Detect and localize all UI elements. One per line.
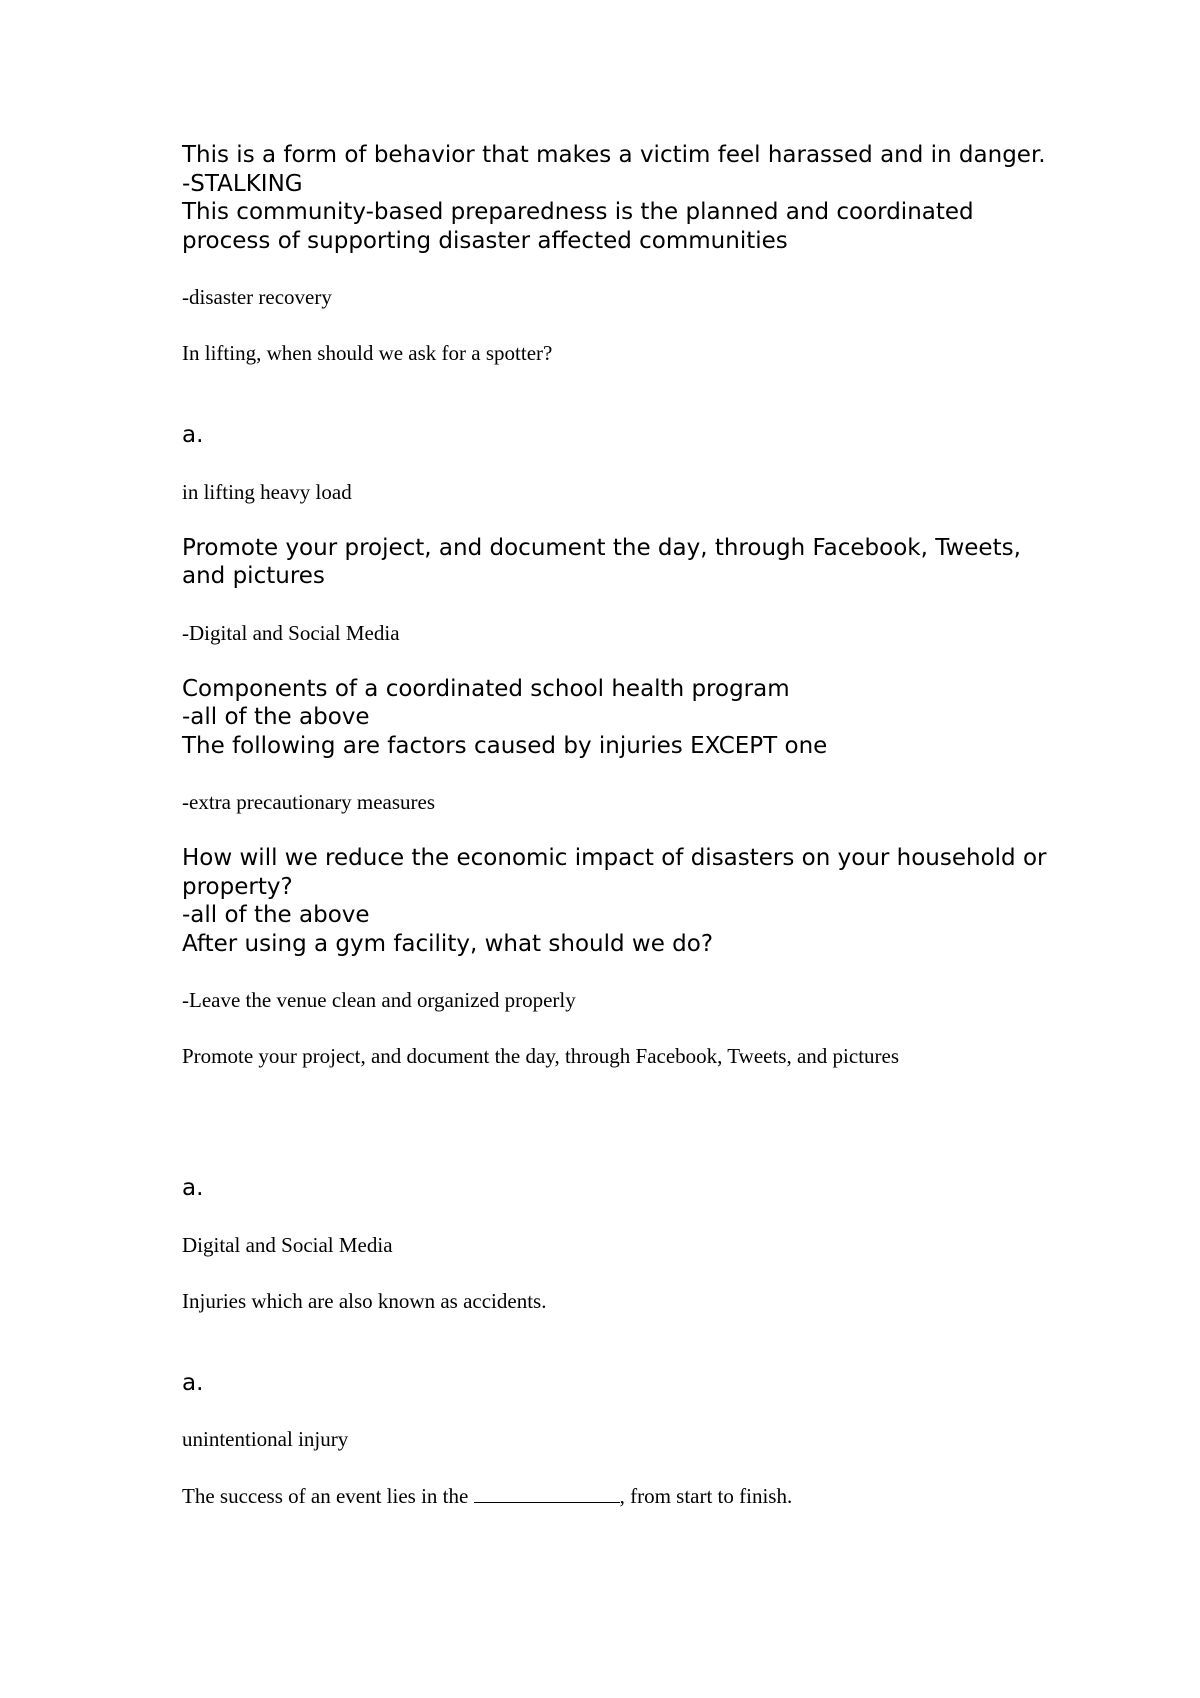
question-gym-facility: After using a gym facility, what should we do? <box>182 930 714 957</box>
answer-school-health: -all of the above <box>182 704 370 730</box>
answer-accidents: unintentional injury <box>182 1427 349 1451</box>
question-text-before-blank: The success of an event lies in the <box>182 1484 474 1508</box>
answer-spotter: in lifting heavy load <box>182 479 352 504</box>
answer-promote-project-2: Digital and Social Media <box>182 1232 393 1257</box>
question-disaster-recovery: This community-based preparedness is the planned and coordinated process of supporting disaster affected communities <box>182 199 974 254</box>
answer-injury-factors: -extra precautionary measures <box>182 790 436 814</box>
document-body <box>182 141 1062 1510</box>
question-event-success <box>182 1481 1062 1510</box>
question-stalking: This is a form of behavior that makes a victim feel harassed and in danger. <box>182 142 1046 168</box>
question-economic-impact: How will we reduce the economic impact of disasters on your household or property? <box>182 845 1047 900</box>
question-injury-factors: The following are factors caused by injuries EXCEPT one <box>182 732 828 759</box>
option-label: a. <box>182 422 204 448</box>
answer-promote-project: -Digital and Social Media <box>182 620 400 645</box>
question-accidents: Injuries which are also known as accidents. <box>182 1288 547 1313</box>
question-school-health: Components of a coordinated school health program <box>182 675 790 702</box>
answer-gym-facility: -Leave the venue clean and organized properly <box>182 988 576 1012</box>
option-label: a. <box>182 1369 204 1396</box>
question-promote-project-2: Promote your project, and document the day, through Facebook, Tweets, and pictures <box>182 1044 900 1068</box>
answer-economic-impact: -all of the above <box>182 902 370 928</box>
answer-stalking: -STALKING <box>182 170 303 197</box>
question-promote-project: Promote your project, and document the day, through Facebook, Tweets, and pictures <box>182 534 1021 589</box>
answer-disaster-recovery: -disaster recovery <box>182 285 332 309</box>
question-text-after-blank: , from start to finish. <box>619 1484 793 1508</box>
option-label: a. <box>182 1175 204 1201</box>
fill-in-blank <box>474 1481 620 1503</box>
question-spotter: In lifting, when should we ask for a spotter? <box>182 341 553 365</box>
